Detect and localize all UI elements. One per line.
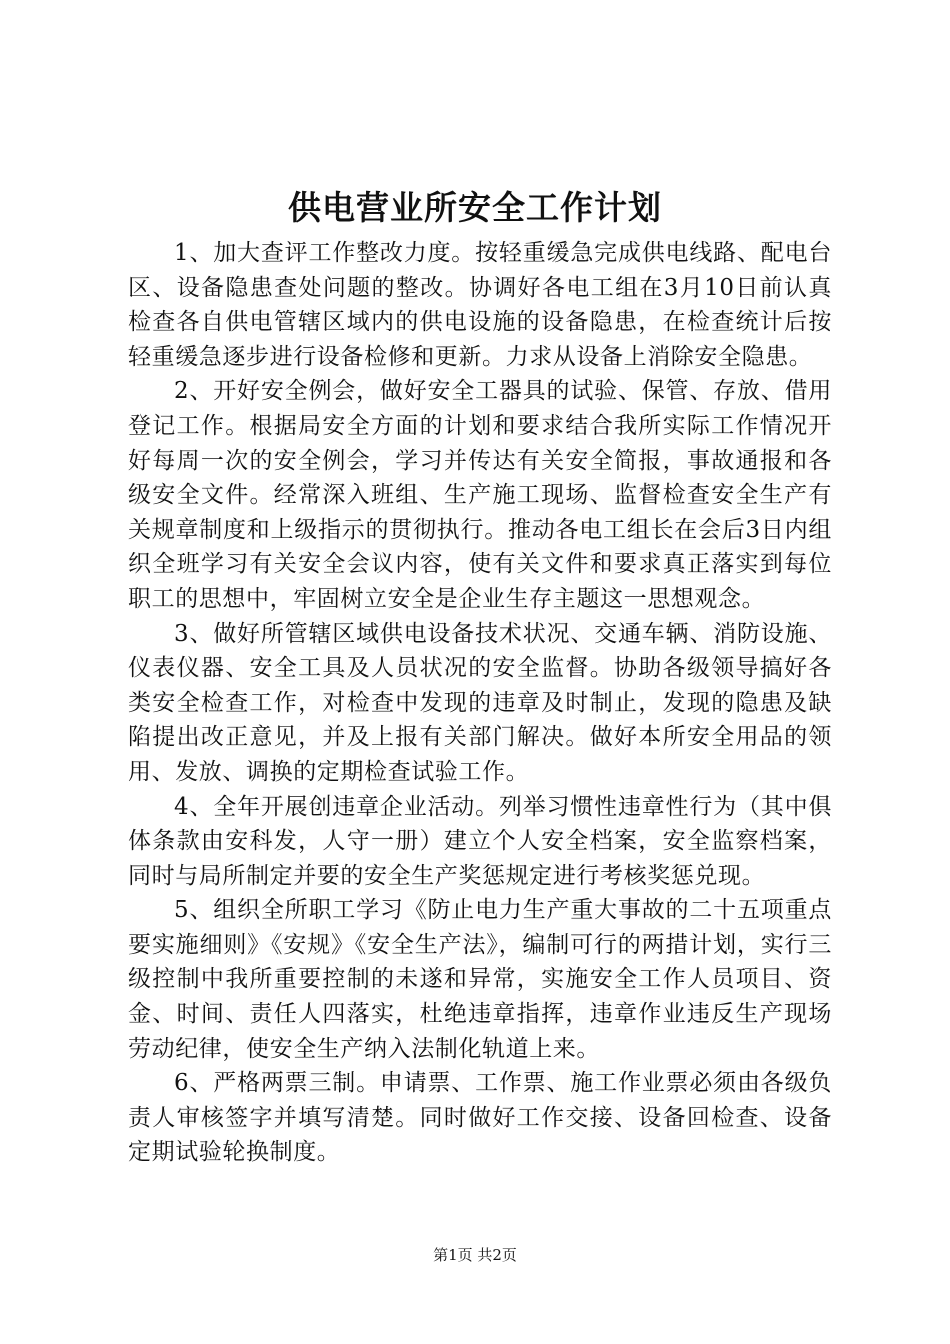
paragraph-2: 2、开好安全例会，做好安全工器具的试验、保管、存放、借用登记工作。根据局安全方面的计划和要求结合我所实际工作情况开好每周一次的安全例会，学习并传达有关安全简报，事故通报和各级安全文件。经常深入班组、生产施工现场、监督检查安全生产有关规章制度和上级指示的贯彻执行。推动各电工组长在会后3日内组织全班学习有关安全会议内容，使有关文件和要求真正落实到每位职工的思想中，牢固树立安全是企业生存主题这一思想观念。 bbox=[128, 378, 832, 612]
paragraph-3: 3、做好所管辖区域供电设备技术状况、交通车辆、消防设施、仪表仪器、安全工具及人员状况的安全监督。协助各级领导搞好各类安全检查工作，对检查中发现的违章及时制止，发现的隐患及缺陷提出改正意见，并及上报有关部门解决。做好本所安全用品的领用、发放、调换的定期检查试验工作。 bbox=[128, 620, 832, 785]
page-footer: 第1页 共2页 bbox=[433, 1246, 517, 1264]
document-body bbox=[128, 236, 832, 1170]
paragraph-4: 4、全年开展创违章企业活动。列举习惯性违章性行为（其中俱体条款由安科发，人守一册）建立个人安全档案，安全监察档案，同时与局所制定并要的安全生产奖惩规定进行考核奖惩兑现。 bbox=[128, 793, 832, 889]
paragraph-1: 1、加大查评工作整改力度。按轻重缓急完成供电线路、配电台区、设备隐患查处问题的整改。协调好各电工组在3月10日前认真检查各自供电管辖区域内的供电设施的设备隐患，在检查统计后按轻重缓急逐步进行设备检修和更新。力求从设备上消除安全隐患。 bbox=[128, 240, 832, 370]
document-title: 供电营业所安全工作计划 bbox=[288, 188, 662, 227]
paragraph-6: 6、严格两票三制。申请票、工作票、施工作业票必须由各级负责人审核签字并填写清楚。同时做好工作交接、设备回检查、设备定期试验轮换制度。 bbox=[128, 1070, 832, 1166]
paragraph-5: 5、组织全所职工学习《防止电力生产重大事故的二十五项重点要实施细则》《安规》《安全生产法》，编制可行的两措计划，实行三级控制中我所重要控制的未遂和异常，实施安全工作人员项目、资金、时间、责任人四落实，杜绝违章指挥，违章作业违反生产现场劳动纪律，使安全生产纳入法制化轨道上来。 bbox=[128, 897, 832, 1062]
